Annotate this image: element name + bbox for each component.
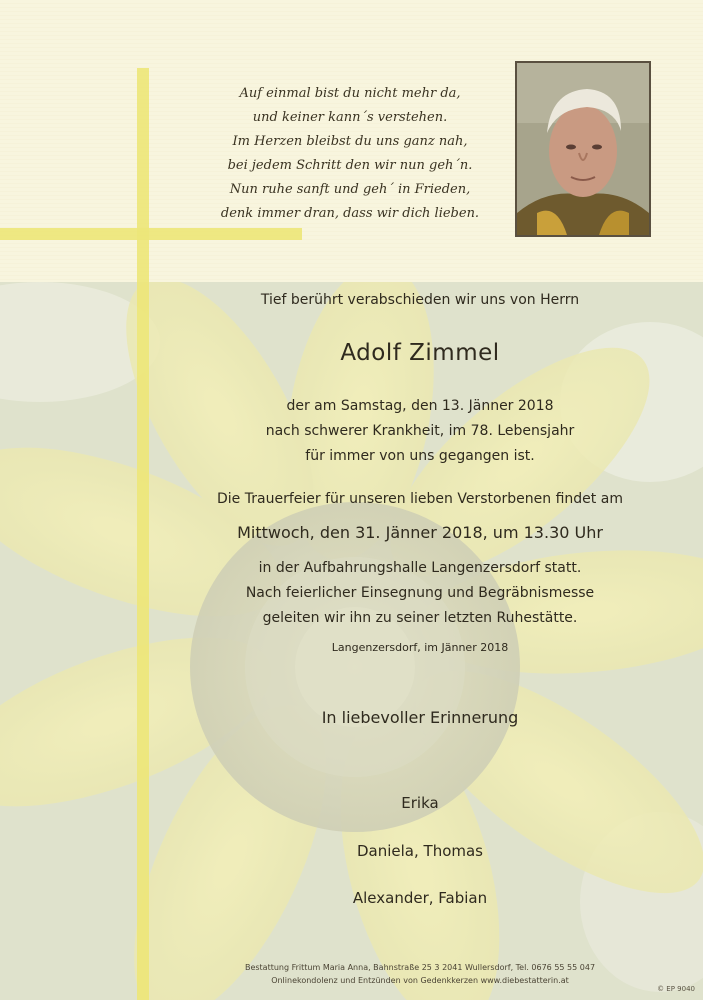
funeral-line: Nach feierlicher Einsegnung und Begräbnismesse [245, 585, 595, 601]
death-line: der am Samstag, den 13. Jänner 2018 [286, 398, 554, 414]
poem-line: Auf einmal bist du nicht mehr da, [239, 86, 461, 101]
poem-line: denk immer dran, dass wir dich lieben. [220, 206, 480, 221]
deceased-name: Adolf Zimmel [340, 340, 500, 366]
footer-line: Bestattung Frittum Maria Anna, Bahnstraße 25 3 2041 Wullersdorf, Tel. 0676 55 55 047 [244, 963, 596, 972]
poem-line: und keiner kann´s verstehen. [252, 110, 448, 125]
poem-line: Nun ruhe sanft und geh´ in Frieden, [229, 182, 471, 197]
place-date: Langenzersdorf, im Jänner 2018 [331, 641, 509, 654]
print-code: © EP 9040 [657, 985, 695, 993]
funeral-intro: Die Trauerfeier für unseren lieben Verstorbenen findet am [217, 491, 623, 507]
footer-line: Onlinekondolenz und Entzünden von Gedenkkerzen www.diebestatterin.at [271, 976, 569, 985]
funeral-line: geleiten wir ihn zu seiner letzten Ruhestätte. [262, 610, 578, 626]
family-member: Alexander, Fabian [352, 889, 488, 907]
poem-line: Im Herzen bleibst du uns ganz nah, [232, 134, 468, 149]
poem-line: bei jedem Schritt den wir nun geh´n. [227, 158, 473, 173]
funeral-date: Mittwoch, den 31. Jänner 2018, um 13.30 Uhr [237, 523, 603, 542]
closing-text: In liebevoller Erinnerung [321, 708, 519, 727]
funeral-line: in der Aufbahrungshalle Langenzersdorf statt. [258, 560, 582, 576]
death-line: für immer von uns gegangen ist. [305, 448, 535, 464]
family-member: Erika [401, 794, 439, 812]
death-line: nach schwerer Krankheit, im 78. Lebensjahr [265, 423, 575, 439]
family-member: Daniela, Thomas [356, 842, 483, 860]
intro-text: Tief berührt verabschieden wir uns von Herrn [260, 292, 580, 308]
